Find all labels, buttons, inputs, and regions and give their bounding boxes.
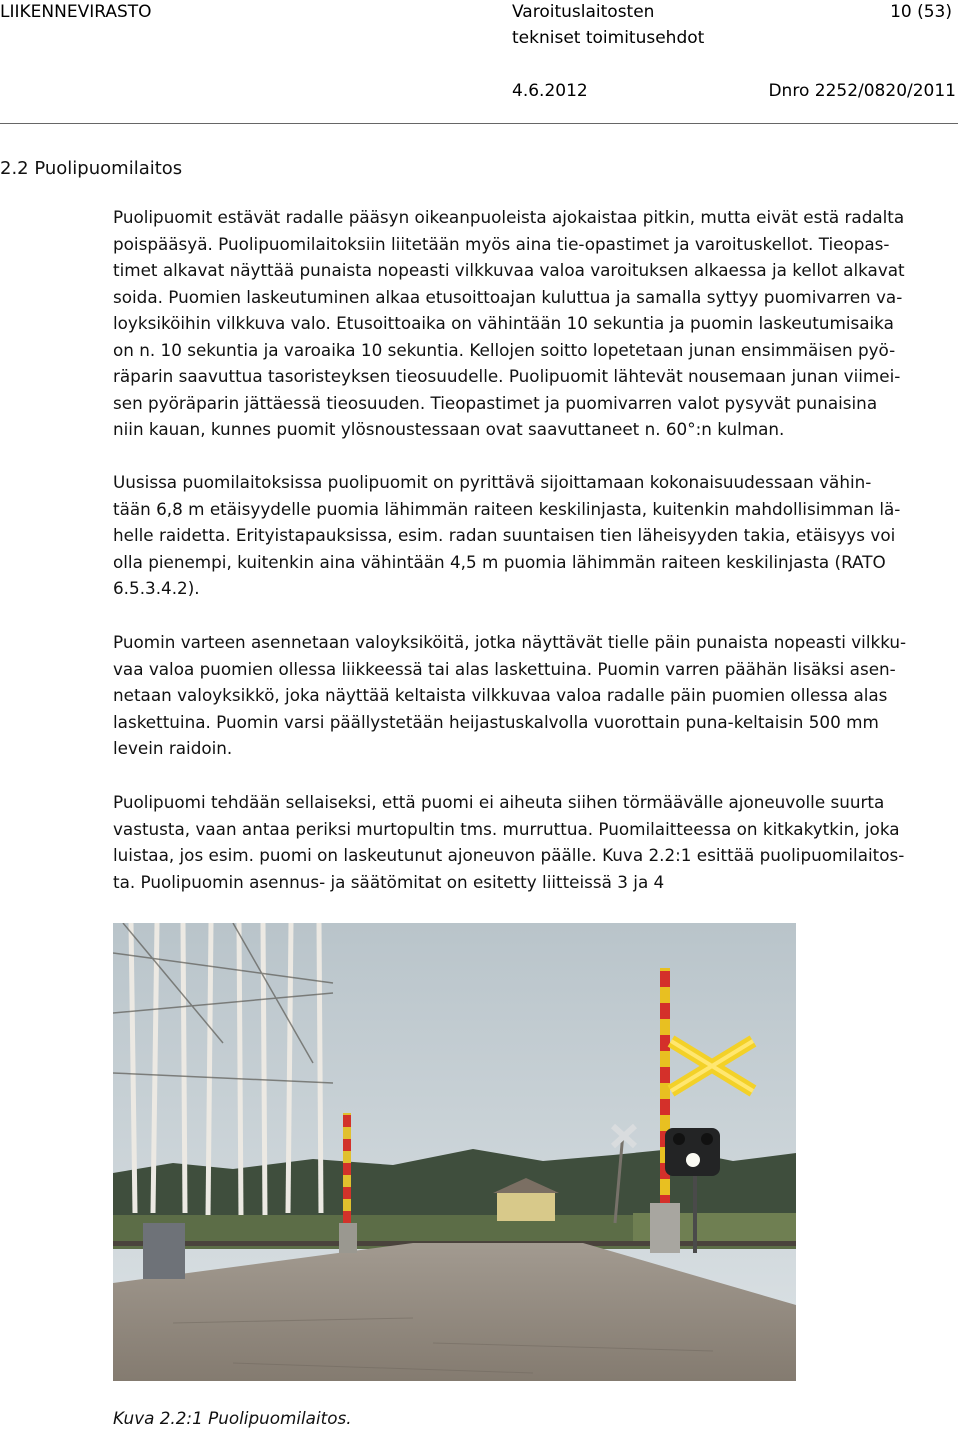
header-rule	[0, 123, 958, 124]
section-title: 2.2 Puolipuomilaitos	[0, 158, 183, 179]
text-line: soida. Puomien laskeutuminen alkaa etusoittoajan kuluttua ja samalla syttyy puomivarren va-	[113, 286, 903, 307]
text-line: laskettuina. Puomin varsi päällystetään heijastuskalvolla vuorottain puna-keltaisin 500 mm	[113, 711, 879, 732]
text-line: timet alkavat näyttää punaista nopeasti vilkkuvaa valoa varoituksen alkaessa ja kellot alkavat	[113, 260, 905, 280]
header-date: 4.6.2012	[512, 81, 588, 101]
header-org: LIIKENNEVIRASTO	[0, 2, 152, 22]
text-line: tään 6,8 m etäisyydelle puomia lähimmän raiteen keskilinjasta, kuitenkin mahdollisimman lä-	[113, 498, 901, 519]
text-line: ta. Puolipuomin asennus- ja säätömitat on esitetty liitteissä 3 ja 4	[113, 871, 665, 892]
header-dnro: Dnro 2252/0820/2011	[768, 81, 956, 101]
figure-caption: Kuva 2.2:1 Puolipuomilaitos.	[113, 1408, 352, 1428]
text-line: Puolipuomit estävät radalle pääsyn oikeanpuoleista ajokaistaa pitkin, mutta eivät estä radalta	[113, 207, 905, 227]
text-line: on n. 10 sekuntia ja varoaika 10 sekuntia. Kellojen soitto lopetetaan junan ensimmäisen pyö-	[113, 339, 896, 360]
text-line: loyksiköihin vilkkuva valo. Etusoittoaika on vähintään 10 sekuntia ja puomin laskeutumisaika	[113, 313, 894, 333]
paragraph	[113, 629, 933, 762]
paragraph	[113, 789, 933, 895]
header-page-number: 10 (53)	[890, 2, 952, 22]
level-crossing-photo	[113, 923, 796, 1381]
text-line: netaan valoyksikkö, joka näyttää keltaista vilkkuvaa valoa radalle päin puomien ollessa alas	[113, 685, 888, 705]
paragraph	[113, 469, 933, 602]
text-line: vaa valoa puomien ollessa liikkeessä tai alas laskettuina. Puomin varren päähän lisäksi asen-	[113, 658, 896, 679]
paragraph	[113, 204, 933, 443]
text-line: räparin saavuttua tasoristeyksen tieosuudelle. Puolipuomit lähtevät nousemaan junan viimei-	[113, 366, 901, 386]
text-line: vastusta, vaan antaa periksi murtopultin tms. murruttua. Puomilaitteessa on kitkakytkin, joka	[113, 818, 900, 839]
text-line: Puolipuomi tehdään sellaiseksi, että puomi ei aiheuta siihen törmäävälle ajoneuvolle suurta	[113, 792, 885, 812]
text-line: Puomin varteen asennetaan valoyksiköitä, jotka näyttävät tielle päin punaista nopeasti vilkku-	[113, 632, 907, 652]
text-line: olla pienempi, kuitenkin aina vähintään 4,5 m puomia lähimmän raiteen keskilinjasta (RATO	[113, 551, 886, 572]
text-line: luistaa, jos esim. puomi on laskeutunut ajoneuvon päälle. Kuva 2.2:1 esittää puolipuomilaitos-	[113, 845, 905, 865]
figure-photo	[113, 923, 796, 1381]
text-line: sen pyöräparin jättäessä tieosuuden. Tieopastimet ja puomivarren valot pysyvät punaisina	[113, 392, 878, 413]
text-line: levein raidoin.	[113, 738, 233, 758]
text-line: 6.5.3.4.2).	[113, 578, 200, 598]
text-line: Uusissa puomilaitoksissa puolipuomit on pyrittävä sijoittamaan kokonaisuudessaan vähin-	[113, 472, 872, 492]
header-doc-title-line1: Varoituslaitosten	[512, 2, 655, 22]
header-doc-title-line2: tekniset toimitusehdot	[512, 28, 705, 48]
text-line: niin kauan, kunnes puomit ylösnoustessaan ovat saavuttaneet n. 60°:n kulman.	[113, 419, 785, 439]
text-line: poispääsyä. Puolipuomilaitoksiin liitetään myös aina tie-opastimet ja varoituskellot. Tieopas-	[113, 233, 890, 254]
text-line: helle raidetta. Erityistapauksissa, esim. radan suuntaisen tien läheisyyden takia, etäisyys voi	[113, 525, 896, 545]
